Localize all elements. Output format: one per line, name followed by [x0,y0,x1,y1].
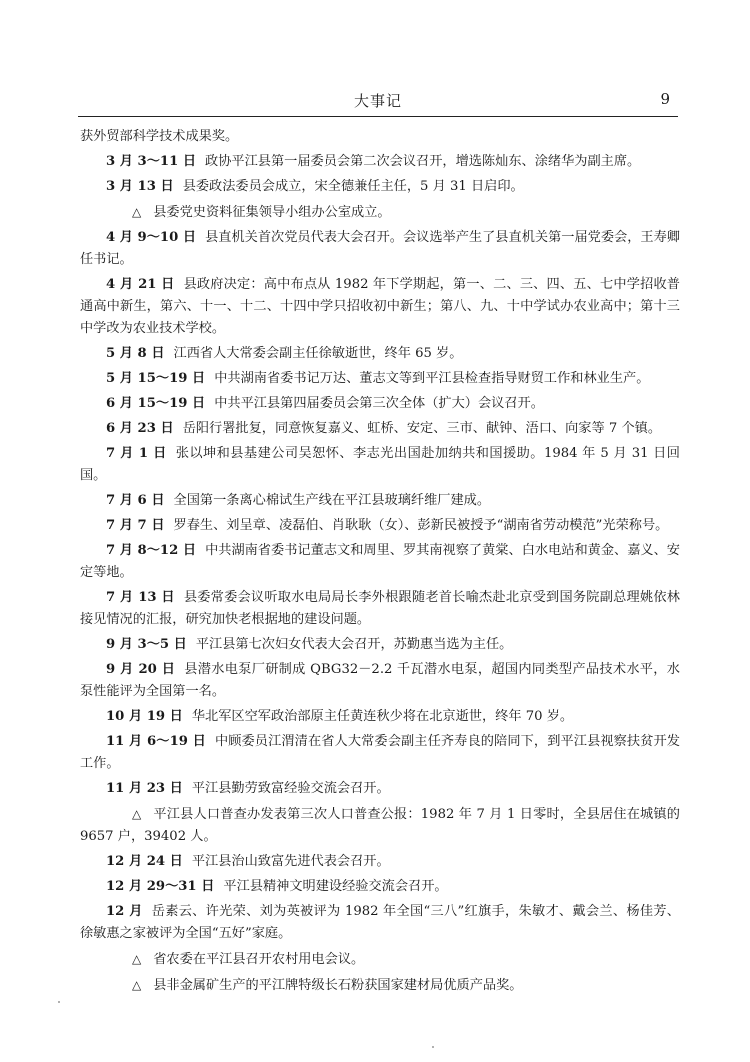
header-divider [78,116,678,117]
entry-text: 华北军区空军政治部原主任黄连秋少将在北京逝世，终年 70 岁。 [191,709,574,724]
entry-text: 中顾委员江渭清在省人大常委会副主任齐寿良的陪同下，到平江县视察扶贫开发工作。 [80,734,680,771]
entry-date: 5 月 15～19 日 [106,371,206,386]
entry-text: 县委常委会议听取水电局局长李外根跟随老首长喻杰赴北京受到国务院副总理姚依林接见情况的汇报，研究加快老根据地的建设问题。 [80,590,680,627]
entry-text: 获外贸部科学技术成果奖。 [80,129,239,144]
chronicle-entry [80,227,680,271]
chronicle-entry [80,274,680,340]
chronicle-entry [80,393,680,415]
entry-text: 县非金属矿生产的平江牌特级长石粉获国家建材局优质产品奖。 [153,978,523,993]
chronicle-entry [80,540,680,584]
chronicle-entry [80,731,680,775]
entry-text: 中共湖南省委书记万达、董志文等到平江县检查指导财贸工作和林业生产。 [214,371,650,386]
chronicle-entry [80,803,680,848]
page-title: 大事记 [353,92,402,110]
entry-date: 6 月 23 日 [106,421,174,436]
entry-date: 11 月 23 日 [106,781,183,796]
entry-date: 7 月 8～12 日 [106,543,197,558]
chronicle-entry [80,876,680,898]
entry-date: 3 月 13 日 [106,179,174,194]
chronicle-entry [80,851,680,873]
entry-text: 岳素云、许光荣、刘为英被评为 1982 年全国“三八”红旗手，朱敏才、戴会兰、杨佳芳、徐敏惠之家被评为全国“五好”家庭。 [80,904,680,941]
entry-date: 12 月 [106,904,143,919]
chronicle-entries [80,126,680,1000]
chronicle-entry [80,201,680,224]
entry-text: 全国第一条离心棉试生产线在平江县玻璃纤维厂建成。 [173,493,491,508]
entry-date: 4 月 9～10 日 [106,230,197,245]
scan-speck [432,1046,434,1048]
entry-date: 9 月 3～5 日 [106,637,187,652]
chronicle-entry [80,948,680,971]
chronicle-entry [80,778,680,800]
entry-date: 4 月 21 日 [106,277,175,292]
scan-speck [58,1001,60,1003]
entry-date: 6 月 15～19 日 [106,396,206,411]
entry-text: 罗春生、刘呈章、凌磊伯、肖耿耿（女）、彭新民被授予“湖南省劳动模范”光荣称号。 [173,518,669,533]
entry-text: 县潜水电泵厂研制成 QBG32－2.2 千瓦潜水电泵，超国内同类型产品技术水平，水泵性能评为全国第一名。 [80,662,680,699]
chronicle-entry [80,974,680,997]
chronicle-entry [80,706,680,728]
chronicle-entry [80,901,680,945]
triangle-marker-icon: △ [132,978,142,992]
entry-date: 5 月 8 日 [106,346,165,361]
entry-date: 7 月 6 日 [106,493,165,508]
entry-text: 平江县人口普查办发表第三次人口普查公报：1982 年 7 月 1 日零时，全县居住在城镇的 9657 户，39402 人。 [80,807,680,844]
triangle-marker-icon: △ [132,205,142,219]
chronicle-entry [80,515,680,537]
page-number: 9 [660,90,670,108]
entry-date: 12 月 24 日 [106,854,183,869]
entry-date: 7 月 13 日 [106,590,175,605]
triangle-marker-icon: △ [132,807,142,821]
chronicle-entry [80,126,680,148]
entry-text: 平江县精神文明建设经验交流会召开。 [223,879,448,894]
entry-text: 政协平江县第一届委员会第二次会议召开，增选陈灿东、涂绪华为副主席。 [205,154,641,169]
entry-text: 中共湖南省委书记董志文和周里、罗其南视察了黄棠、白水电站和黄金、嘉义、安定等地。 [80,543,680,580]
chronicle-entry [80,368,680,390]
chronicle-entry [80,634,680,656]
entry-text: 中共平江县第四届委员会第三次全体（扩大）会议召开。 [214,396,544,411]
entry-date: 7 月 7 日 [106,518,165,533]
triangle-marker-icon: △ [132,952,142,966]
entry-text: 江西省人大常委会副主任徐敏逝世，终年 65 岁。 [173,346,463,361]
chronicle-entry [80,443,680,487]
entry-date: 11 月 6～19 日 [106,734,206,749]
entry-date: 3 月 3～11 日 [106,154,197,169]
chronicle-entry [80,490,680,512]
page-header [78,90,678,114]
chronicle-entry [80,587,680,631]
entry-text: 县直机关首次党员代表大会召开。会议选举产生了县直机关第一届党委会，王寿卿任书记。 [80,230,680,267]
entry-text: 岳阳行署批复，同意恢复嘉义、虹桥、安定、三市、献钟、浯口、向家等 7 个镇。 [182,421,662,436]
chronicle-entry [80,659,680,703]
entry-date: 10 月 19 日 [106,709,183,724]
entry-date: 12 月 29～31 日 [106,879,215,894]
entry-text: 平江县治山致富先进代表会召开。 [191,854,390,869]
entry-text: 平江县第七次妇女代表大会召开，苏勤惠当选为主任。 [195,637,513,652]
chronicle-entry [80,343,680,365]
entry-text: 平江县勤劳致富经验交流会召开。 [191,781,390,796]
entry-text: 县委党史资料征集领导小组办公室成立。 [153,205,391,220]
entry-date: 9 月 20 日 [106,662,176,677]
chronicle-entry [80,418,680,440]
chronicle-entry [80,151,680,173]
entry-text: 省农委在平江县召开农村用电会议。 [153,952,365,967]
entry-text: 县委政法委员会成立，宋全德兼任主任，5 月 31 日启印。 [182,179,524,194]
chronicle-entry [80,176,680,198]
entry-date: 7 月 1 日 [106,446,167,461]
entry-text: 县政府决定：高中布点从 1982 年下学期起，第一、二、三、四、五、七中学招收普通高中新生，第六、十一、十二、十四中学只招收初中新生；第八、九、十中学试办农业高中；第十三中学改为农业技术学校。 [80,277,680,336]
entry-text: 张以坤和县基建公司吴恕怀、李志光出国赴加纳共和国援助。1984 年 5 月 31 日回国。 [80,446,680,483]
